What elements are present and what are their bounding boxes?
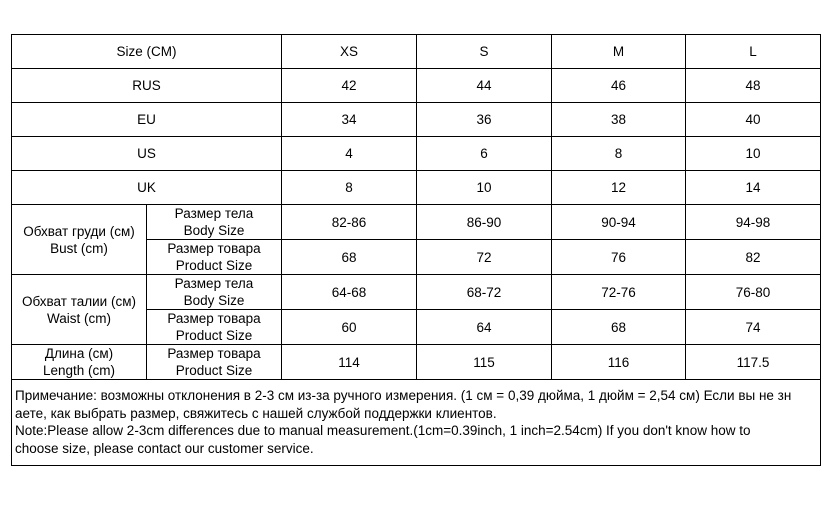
length-label-ru: Длина (см) [44, 346, 114, 361]
us-xs: 4 [282, 137, 417, 171]
bust-body-m: 90-94 [552, 205, 686, 240]
eu-s: 36 [417, 103, 552, 137]
size-m-header: M [552, 35, 686, 69]
size-s-header: S [417, 35, 552, 69]
uk-l: 14 [686, 171, 821, 205]
bust-body-xs: 82-86 [282, 205, 417, 240]
rus-row [12, 69, 821, 103]
uk-s: 10 [417, 171, 552, 205]
rus-xs: 42 [282, 69, 417, 103]
bust-product-l: 82 [686, 240, 821, 275]
waist-product-label-en: Product Size [175, 328, 253, 343]
waist-body-l: 76-80 [686, 275, 821, 310]
length-xs: 114 [282, 345, 417, 380]
note-row [12, 380, 821, 466]
rus-s: 44 [417, 69, 552, 103]
waist-body-label-en: Body Size [183, 293, 245, 308]
length-m: 116 [552, 345, 686, 380]
bust-body-label-en: Body Size [183, 223, 245, 238]
header-row [12, 35, 821, 69]
length-row [12, 345, 821, 380]
waist-body-label-ru: Размер тела [174, 276, 254, 291]
waist-label-ru: Обхват талии (см) [22, 293, 136, 309]
uk-xs: 8 [282, 171, 417, 205]
size-l-header: L [686, 35, 821, 69]
length-product-label-ru: Размер товара [167, 346, 261, 361]
length-label-en: Length (cm) [42, 363, 116, 378]
bust-body-l: 94-98 [686, 205, 821, 240]
waist-body-row [12, 275, 821, 310]
rus-l: 48 [686, 69, 821, 103]
eu-l: 40 [686, 103, 821, 137]
note-ru-line-2: аете, как выбрать размер, свяжитесь с нашей службой поддержки клиентов. [15, 405, 497, 421]
waist-product-label-ru: Размер товара [167, 311, 261, 326]
waist-body-size-label [147, 275, 282, 310]
waist-product-l: 74 [686, 310, 821, 345]
bust-product-xs: 68 [282, 240, 417, 275]
waist-label-en: Waist (cm) [47, 310, 111, 326]
waist-product-m: 68 [552, 310, 686, 345]
bust-body-row [12, 205, 821, 240]
length-product-label-en: Product Size [175, 363, 253, 378]
us-l: 10 [686, 137, 821, 171]
bust-product-size-label [147, 240, 282, 275]
bust-label-en: Bust (cm) [50, 240, 108, 256]
waist-body-m: 72-76 [552, 275, 686, 310]
size-xs-header: XS [282, 35, 417, 69]
note-en-line-1: Note:Please allow 2-3cm differences due to manual measurement.(1cm=0.39inch, 1 inch=2.54cm) If you don't know how to [15, 423, 751, 438]
eu-xs: 34 [282, 103, 417, 137]
size-cm-header: Size (CM) [12, 35, 282, 69]
us-m: 8 [552, 137, 686, 171]
length-product-size-label [147, 345, 282, 380]
rus-m: 46 [552, 69, 686, 103]
bust-label-ru: Обхват груди (см) [23, 223, 135, 239]
bust-body-s: 86-90 [417, 205, 552, 240]
rus-label: RUS [12, 69, 282, 103]
bust-product-label-en: Product Size [175, 258, 253, 273]
uk-row [12, 171, 821, 205]
waist-body-xs: 64-68 [282, 275, 417, 310]
waist-label [12, 275, 147, 345]
eu-m: 38 [552, 103, 686, 137]
waist-product-xs: 60 [282, 310, 417, 345]
note-en-line-2: choose size, please contact our customer service. [15, 440, 314, 456]
length-label [12, 345, 147, 380]
uk-m: 12 [552, 171, 686, 205]
size-chart-table [11, 34, 821, 466]
length-l: 117.5 [686, 345, 821, 380]
us-label: US [12, 137, 282, 171]
note-ru-line-1: Примечание: возможны отклонения в 2-3 см из-за ручного измерения. (1 см = 0,39 дюйма, 1 дюйм = 2,54 см) Если вы не зн [15, 388, 792, 403]
note-cell [12, 380, 821, 466]
bust-product-s: 72 [417, 240, 552, 275]
length-s: 115 [417, 345, 552, 380]
us-row [12, 137, 821, 171]
bust-body-size-label [147, 205, 282, 240]
bust-label [12, 205, 147, 275]
bust-body-label-ru: Размер тела [174, 206, 254, 221]
waist-product-size-label [147, 310, 282, 345]
eu-row [12, 103, 821, 137]
bust-product-label-ru: Размер товара [167, 241, 261, 256]
bust-product-m: 76 [552, 240, 686, 275]
uk-label: UK [12, 171, 282, 205]
waist-product-s: 64 [417, 310, 552, 345]
waist-body-s: 68-72 [417, 275, 552, 310]
eu-label: EU [12, 103, 282, 137]
us-s: 6 [417, 137, 552, 171]
